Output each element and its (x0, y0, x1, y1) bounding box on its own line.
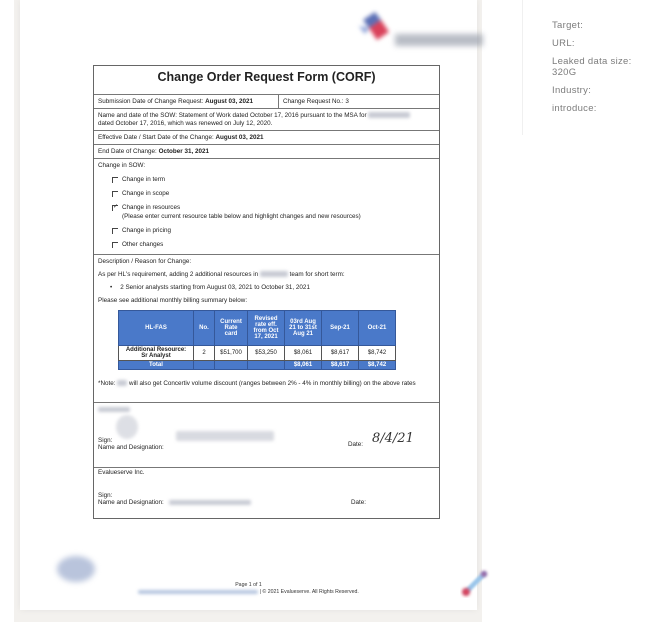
redacted-client (368, 112, 410, 118)
end-date-row (94, 145, 439, 159)
change-in-sow-section (94, 159, 439, 255)
description-para-1a: As per HL's requirement, adding 2 additional resources in (98, 271, 259, 278)
stamp-decoration (57, 556, 95, 582)
cell-current-rate: $51,700 (215, 346, 248, 361)
checkbox-label: Change in scope (122, 190, 170, 197)
total-oct: $8,742 (359, 361, 396, 370)
empty-cell (194, 361, 215, 370)
checkbox-label: Change in term (122, 176, 166, 183)
client-date-handwritten: 8/4/21 (372, 431, 414, 446)
client-sign-label: Sign: (98, 437, 113, 444)
description-para-2: Please see additional monthly billing summary below: (98, 297, 248, 304)
vendor-sign-label: Sign: (98, 492, 113, 499)
end-date-label: End Date of Change: (98, 148, 157, 155)
cell-sep: $8,617 (322, 346, 359, 361)
checkbox-change-in-term[interactable] (112, 176, 435, 183)
checkbox-other-changes[interactable] (112, 241, 435, 248)
cell-no: 2 (194, 346, 215, 361)
checkbox-label: Change in pricing (122, 227, 172, 234)
evalueserve-logo (355, 10, 485, 50)
description-label: Description / Reason for Change: (98, 258, 192, 265)
change-in-sow-label: Change in SOW: (98, 162, 146, 169)
leak-info-panel (522, 0, 647, 135)
checkbox-change-in-pricing[interactable] (112, 227, 435, 234)
total-aug: $8,061 (285, 361, 322, 370)
vendor-company: Evalueserve Inc. (98, 469, 145, 476)
request-no-label: Change Request No.: (283, 98, 344, 105)
introduce-label: introduce: (552, 103, 597, 114)
col-header: HL-FAS (119, 311, 194, 346)
client-name-label: Name and Designation: (98, 444, 164, 451)
checkbox-label: Other changes (122, 241, 164, 248)
redacted-client-name (98, 407, 130, 412)
cell-resource: Additional Resource: Sr Analyst (119, 346, 194, 361)
submission-date-value: August 03, 2021 (205, 98, 254, 105)
redacted-url (138, 590, 258, 594)
checkbox-icon[interactable] (112, 228, 118, 234)
vendor-date-label: Date: (351, 499, 367, 506)
checkbox-icon[interactable] (112, 242, 118, 248)
description-para-1b: team for short term: (289, 271, 345, 278)
redacted-name-designation (176, 431, 274, 441)
checkbox-change-in-scope[interactable] (112, 190, 435, 197)
total-sep: $8,617 (322, 361, 359, 370)
cell-oct: $8,742 (359, 346, 396, 361)
logo-mark-icon (355, 10, 395, 46)
col-header: Revised rate eff. from Oct 17, 2021 (248, 311, 285, 346)
note-text: will also get Concertiv volume discount (ranges between 2% - 4% in monthly billing) on the above rates (129, 380, 416, 387)
submission-date-label: Submission Date of Change Request: (98, 98, 204, 105)
col-header: Current Rate card (215, 311, 248, 346)
end-date-value: October 31, 2021 (158, 148, 209, 155)
discount-note (98, 380, 435, 387)
total-row (119, 361, 396, 370)
total-label: Total (119, 361, 194, 370)
checkbox-label: Change in resources (122, 204, 181, 211)
billing-table-header (119, 311, 396, 346)
resources-note: (Please enter current resource table below and highlight changes and new resources) (122, 213, 361, 220)
checkbox-icon[interactable] (112, 177, 118, 183)
table-row (119, 346, 396, 361)
leaked-size-value: 320G (552, 67, 577, 78)
page-number: Page 1 of 1 (235, 582, 262, 588)
checkbox-change-in-resources[interactable] (112, 204, 435, 211)
request-no-value: 3 (345, 98, 349, 105)
col-header: Sep-21 (322, 311, 359, 346)
billing-table (118, 310, 396, 370)
cell-revised-rate: $53,250 (248, 346, 285, 361)
empty-cell (215, 361, 248, 370)
sow-row (94, 109, 439, 131)
effective-date-label: Effective Date / Start Date of the Change: (98, 134, 214, 141)
copyright-text: | © 2021 Evalueserve. All Rights Reserved. (259, 589, 359, 595)
col-header: 03rd Aug 21 to 31st Aug 21 (285, 311, 322, 346)
effective-date-value: August 03, 2021 (215, 134, 264, 141)
client-signature-block (94, 403, 439, 468)
leaked-size-label: Leaked data size: (552, 56, 632, 67)
industry-label: Industry: (552, 85, 592, 96)
description-bullet: • 2 Senior analysts starting from August 03, 2021 to October 31, 2021 (110, 284, 435, 291)
sow-line-1: Name and date of the SOW: Statement of Work dated October 17, 2016 pursuant to the MSA for (98, 112, 367, 119)
redacted-client-short (117, 380, 127, 386)
url-label: URL: (552, 38, 575, 49)
vendor-name-label: Name and Designation: (98, 499, 164, 506)
redacted-vendor-name (169, 500, 251, 505)
redacted-signature (116, 415, 138, 439)
empty-cell (248, 361, 285, 370)
note-label: *Note: (98, 380, 116, 387)
col-header: Oct-21 (359, 311, 396, 346)
client-date-label: Date: (348, 441, 364, 448)
redacted-team (260, 271, 288, 277)
submission-row (94, 95, 439, 109)
checked-checkbox-icon[interactable] (112, 205, 118, 211)
vendor-signature-block (94, 468, 439, 518)
target-label: Target: (552, 20, 584, 31)
form-title: Change Order Request Form (CORF) (94, 66, 439, 95)
corf-form (93, 65, 440, 519)
col-header: No. (194, 311, 215, 346)
cell-aug: $8,061 (285, 346, 322, 361)
sow-line-2: dated October 17, 2016, which was renewed on July 12, 2020. (98, 120, 273, 127)
logo-text (395, 34, 483, 46)
page-footer (20, 582, 477, 595)
effective-date-row (94, 131, 439, 145)
description-section (94, 255, 439, 403)
checkbox-icon[interactable] (112, 191, 118, 197)
